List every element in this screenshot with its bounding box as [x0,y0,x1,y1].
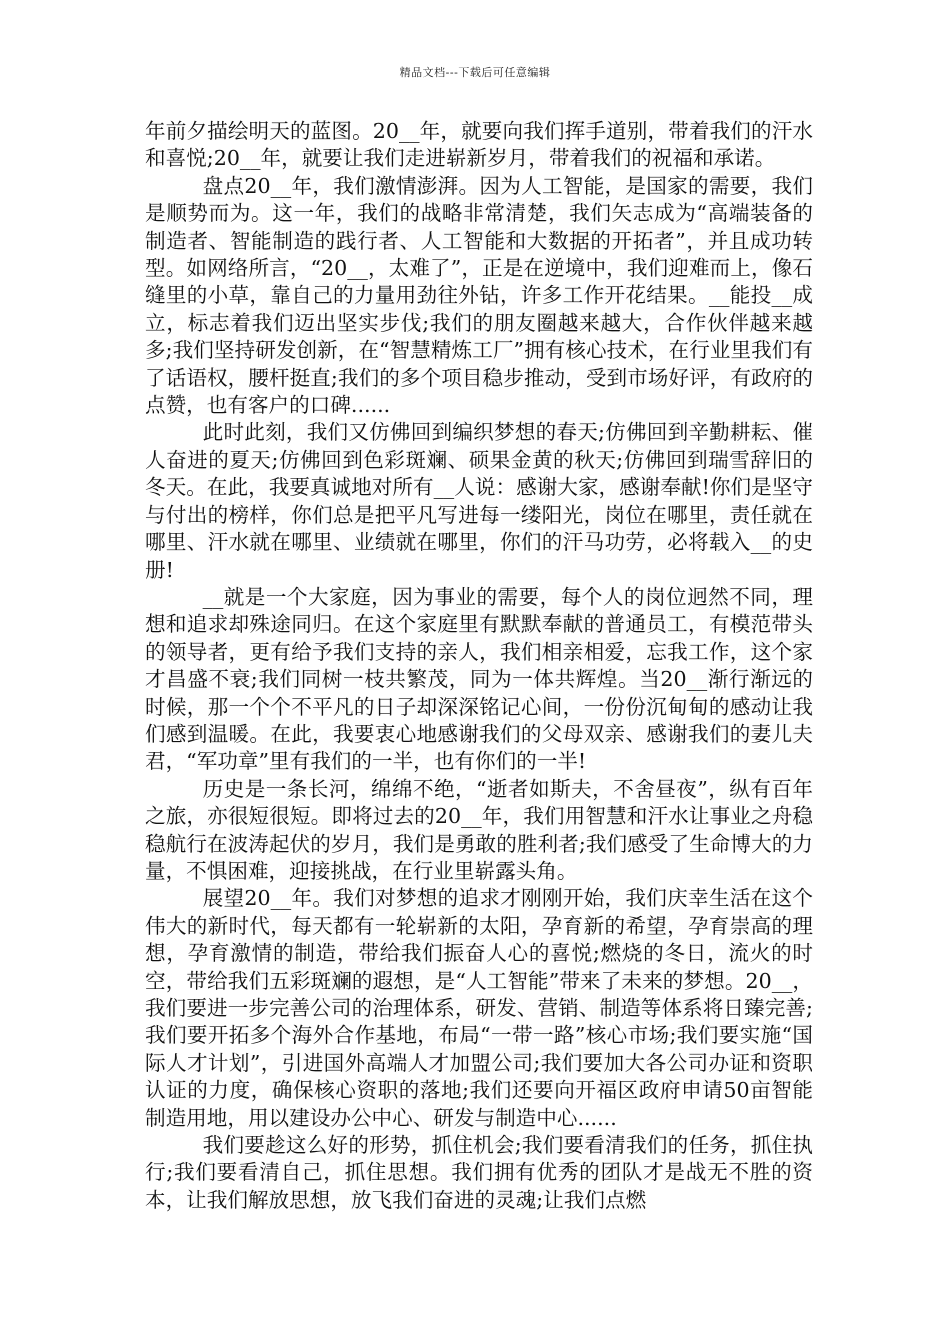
document-body [145,118,813,1214]
paragraph-seize-opportunity: 我们要趁这么好的形势，抓住机会;我们要看清我们的任务，抓住执行;我们要看清自己，抓住思想。我们拥有优秀的团队才是战无不胜的资本，让我们解放思想，放飞我们奋进的灵魂;让我们点燃 [145,1133,813,1212]
paragraph-review-year: 盘点20__年，我们激情澎湃。因为人工智能，是国家的需要，我们是顺势而为。这一年，我们的战略非常清楚，我们矢志成为“高端装备的制造者、智能制造的践行者、人工智能和大数据的开拓者”，并且成功转型。如网络所言，“20__，太难了”，正是在逆境中，我们迎难而上，像石缝里的小草，靠自己的力量用劲往外钻，许多工作开花结果。__能投__成立，标志着我们迈出坚实步伐;我们的朋友圈越来越大，合作伙伴越来越多;我们坚持研发创新，在“智慧精炼工厂”拥有核心技术，在行业里我们有了话语权，腰杆挺直;我们的多个项目稳步推动，受到市场好评，有政府的点赞，也有客户的口碑...... [145,173,813,418]
paragraph-continuation: 年前夕描绘明天的蓝图。20__年，就要向我们挥手道别，带着我们的汗水和喜悦;20__年，就要让我们走进崭新岁月，带着我们的祝福和承诺。 [145,119,813,171]
page-header: 精品文档---下载后可任意编辑 [399,66,551,79]
paragraph-history-river: 历史是一条长河，绵绵不绝，“逝者如斯夫，不舍昼夜”，纵有百年之旅，亦很短很短。即将过去的20__年，我们用智慧和汗水让事业之舟稳稳航行在波涛起伏的岁月，我们是勇敢的胜利者;我们感受了生命博大的力量，不惧困难，迎接挑战，在行业里崭露头角。 [145,776,813,883]
paragraph-thanks-all: 此时此刻，我们又仿佛回到编织梦想的春天;仿佛回到辛勤耕耘、催人奋进的夏天;仿佛回到色彩斑斓、硕果金黄的秋天;仿佛回到瑞雪辞旧的冬天。在此，我要真诚地对所有__人说：感谢大家，感谢奉献!你们是坚守与付出的榜样，你们总是把平凡写进每一缕阳光，岗位在哪里，责任就在哪里、汗水就在哪里、业绩就在哪里，你们的汗马功劳，必将载入__的史册! [145,420,813,582]
paragraph-big-family: __就是一个大家庭，因为事业的需要，每个人的岗位迥然不同，理想和追求却殊途同归。在这个家庭里有默默奉献的普通员工，有模范带头的领导者，更有给予我们支持的亲人，我们相亲相爱，忘我工作，这个家才昌盛不衰;我们同树一枝共繁茂，同为一体共辉煌。当20__渐行渐远的时候，那一个个不平凡的日子却深深铭记心间，一份份沉甸甸的感动让我们感到温暖。在此，我要衷心地感谢我们的父母双亲、感谢我们的妻儿夫君，“军功章”里有我们的一半，也有你们的一半! [145,584,813,774]
paragraph-outlook: 展望20__年。我们对梦想的追求才刚刚开始，我们庆幸生活在这个伟大的新时代，每天都有一轮崭新的太阳，孕育新的希望，孕育崇高的理想，孕育激情的制造，带给我们振奋人心的喜悦;燃烧的冬日，流火的时空，带给我们五彩斑斓的遐想，是“人工智能”带来了未来的梦想。20__，我们要进一步完善公司的治理体系，研发、营销、制造等体系将日臻完善;我们要开拓多个海外合作基地，布局“一带一路”核心市场;我们要实施“国际人才计划”，引进国外高端人才加盟公司;我们要加大各公司办证和资职认证的力度，确保核心资职的落地;我们还要向开福区政府申请50亩智能制造用地，用以建设办公中心、研发与制造中心...... [145,886,813,1130]
